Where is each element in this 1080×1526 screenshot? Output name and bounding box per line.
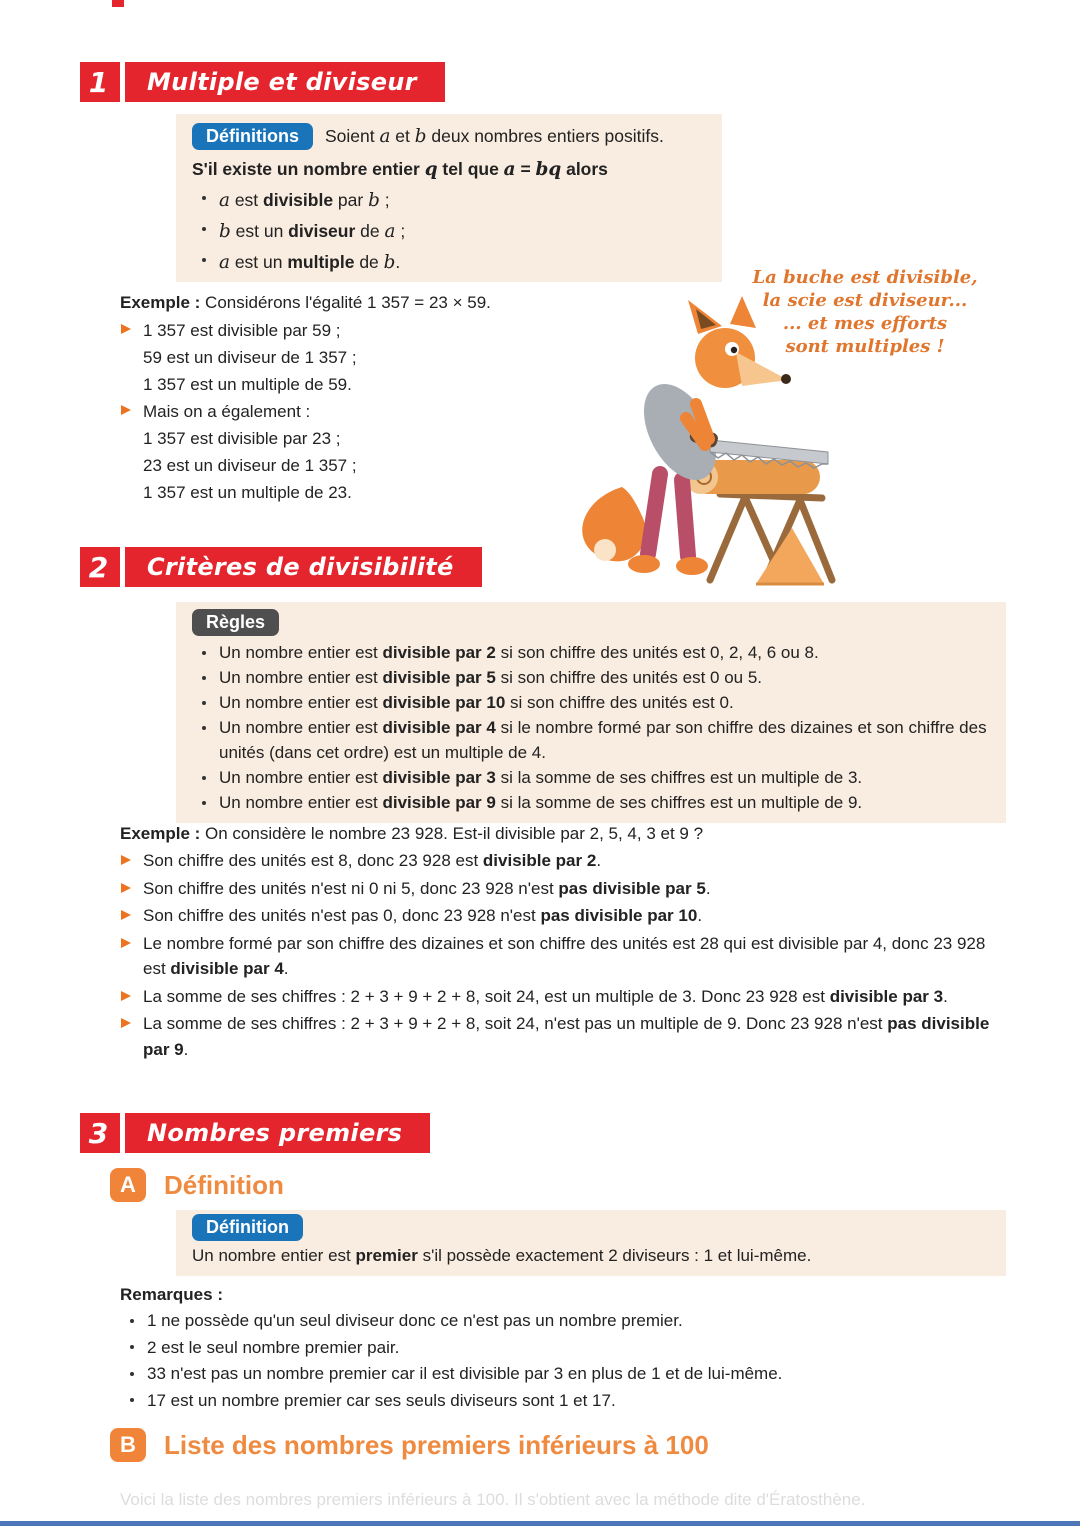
section-2-title: Critères de divisibilité <box>125 547 482 587</box>
example-item-text: Le nombre formé par son chiffre des dizaines et son chiffre des unités est 28 qui est divisible par 4, donc 23 928 est divisible par 4. <box>143 933 986 978</box>
example-1-intro: Exemple : Considérons l'égalité 1 357 = 23 × 59. <box>120 293 491 312</box>
example-line-text: 1 357 est divisible par 23 ; <box>143 429 341 448</box>
example-item <box>120 848 1012 874</box>
fox-illustration <box>560 292 845 592</box>
subsection-b-title: Liste des nombres premiers inférieurs à 100 <box>164 1429 709 1460</box>
example-item <box>120 876 1012 902</box>
example-line-text: Mais on a également : <box>143 402 311 421</box>
speech-line: ... et mes efforts <box>782 313 948 334</box>
rule-item: Un nombre entier est divisible par 9 si la somme de ses chiffres est un multiple de 9. <box>192 790 990 815</box>
remark-item: 17 est un nombre premier car ses seuls diviseurs sont 1 et 17. <box>120 1388 1020 1415</box>
arrow-bullet-icon <box>121 883 131 893</box>
faded-cutoff-text: Voici la liste des nombres premiers inférieurs à 100. Il s'obtient avec la méthode dite d'Ératosthène. <box>120 1490 866 1509</box>
page-top-mark <box>112 0 124 7</box>
subsection-b-badge: B <box>110 1428 146 1462</box>
example-2-intro: Exemple : On considère le nombre 23 928. Est-il divisible par 2, 5, 4, 3 et 9 ? <box>120 824 704 843</box>
example-item <box>120 1011 1012 1062</box>
definitions-label: Définitions <box>192 123 313 150</box>
definition-label-row <box>192 1214 990 1241</box>
rule-item: Un nombre entier est divisible par 3 si la somme de ses chiffres est un multiple de 3. <box>192 765 990 790</box>
section-3-title: Nombres premiers <box>125 1113 430 1153</box>
remarks <box>120 1282 1020 1414</box>
example-item <box>120 931 1012 982</box>
rules-label-row <box>192 609 990 636</box>
section-2-header <box>80 547 482 587</box>
fox-tail <box>582 487 645 561</box>
example-line-text: 1 357 est divisible par 59 ; <box>143 321 341 340</box>
definition-bullet: a est un multiple de b. <box>192 247 706 278</box>
definition-bullet: b est un diviseur de a ; <box>192 216 706 247</box>
rule-item: Un nombre entier est divisible par 5 si son chiffre des unités est 0 ou 5. <box>192 665 990 690</box>
arrow-bullet-icon <box>121 910 131 920</box>
example-item-text: La somme de ses chiffres : 2 + 3 + 9 + 2 + 8, soit 24, est un multiple de 3. Donc 23 928 est divisible par 3. <box>143 986 948 1006</box>
example-item <box>120 984 1012 1010</box>
arrow-bullet-icon <box>121 938 131 948</box>
remarks-title: Remarques : <box>120 1285 223 1304</box>
example-line-text: 59 est un diviseur de 1 357 ; <box>143 348 357 367</box>
rule-item: Un nombre entier est divisible par 10 si son chiffre des unités est 0. <box>192 690 990 715</box>
remark-item: 33 n'est pas un nombre premier car il est divisible par 3 en plus de 1 et de lui-même. <box>120 1361 1020 1388</box>
definitions-box <box>176 114 722 282</box>
section-1-number: 1 <box>80 62 120 102</box>
fox-foot <box>676 557 708 575</box>
section-2-number: 2 <box>80 547 120 587</box>
arrow-bullet-icon <box>121 1018 131 1028</box>
definitions-condition: S'il existe un nombre entier q tel que a = bq alors <box>192 159 608 180</box>
subsection-a-badge: A <box>110 1168 146 1202</box>
remark-item: 1 ne possède qu'un seul diviseur donc ce n'est pas un nombre premier. <box>120 1308 1020 1335</box>
definitions-first-line <box>192 123 706 150</box>
example-item-text: Son chiffre des unités n'est ni 0 ni 5, donc 23 928 n'est pas divisible par 5. <box>143 878 711 898</box>
arrow-bullet-icon <box>121 324 131 334</box>
rules-box <box>176 602 1006 823</box>
fox-legs <box>648 474 688 556</box>
example-2 <box>120 820 1012 1064</box>
example-item <box>120 903 1012 929</box>
remark-item: 2 est le seul nombre premier pair. <box>120 1335 1020 1362</box>
subsection-a-header <box>110 1168 284 1202</box>
speech-line: la scie est diviseur... <box>762 290 968 311</box>
section-1-header <box>80 62 445 102</box>
fox-foot <box>628 555 660 573</box>
speech-line: La buche est divisible, <box>752 267 978 288</box>
definition-box <box>176 1210 1006 1276</box>
definition-label: Définition <box>192 1214 303 1241</box>
example-item-text: La somme de ses chiffres : 2 + 3 + 9 + 2 + 8, soit 24, n'est pas un multiple de 9. Donc 23 928 n'est pas divisible par 9. <box>143 1014 990 1059</box>
definitions-intro: Soient a et b deux nombres entiers positifs. <box>325 126 664 147</box>
page-bottom-bar <box>0 1521 1080 1526</box>
rule-item: Un nombre entier est divisible par 4 si le nombre formé par son chiffre des dizaines et son chiffre des unités (dans cet ordre) est un multiple de 4. <box>192 715 990 765</box>
fox-head <box>688 296 791 388</box>
example-line-text: 1 357 est un multiple de 59. <box>143 375 352 394</box>
subsection-a-title: Définition <box>164 1169 284 1200</box>
subsection-b-header <box>110 1428 709 1462</box>
arrow-bullet-icon <box>121 405 131 415</box>
example-line-text: 1 357 est un multiple de 23. <box>143 483 352 502</box>
example-item-text: Son chiffre des unités n'est pas 0, donc 23 928 n'est pas divisible par 10. <box>143 906 703 925</box>
arrow-bullet-icon <box>121 855 131 865</box>
section-1-title: Multiple et diviseur <box>125 62 445 102</box>
example-line-text: 23 est un diviseur de 1 357 ; <box>143 456 357 475</box>
example-item-text: Son chiffre des unités est 8, donc 23 928 est divisible par 2. <box>143 851 602 870</box>
rules-label: Règles <box>192 609 279 636</box>
definition-text: Un nombre entier est premier s'il possède exactement 2 diviseurs : 1 et lui-même. <box>192 1246 812 1265</box>
speech-line: sont multiples ! <box>785 336 945 357</box>
rule-item: Un nombre entier est divisible par 2 si son chiffre des unités est 0, 2, 4, 6 ou 8. <box>192 640 990 665</box>
section-3-header <box>80 1113 430 1153</box>
definition-bullet: a est divisible par b ; <box>192 185 706 216</box>
arrow-bullet-icon <box>121 991 131 1001</box>
section-3-number: 3 <box>80 1113 120 1153</box>
